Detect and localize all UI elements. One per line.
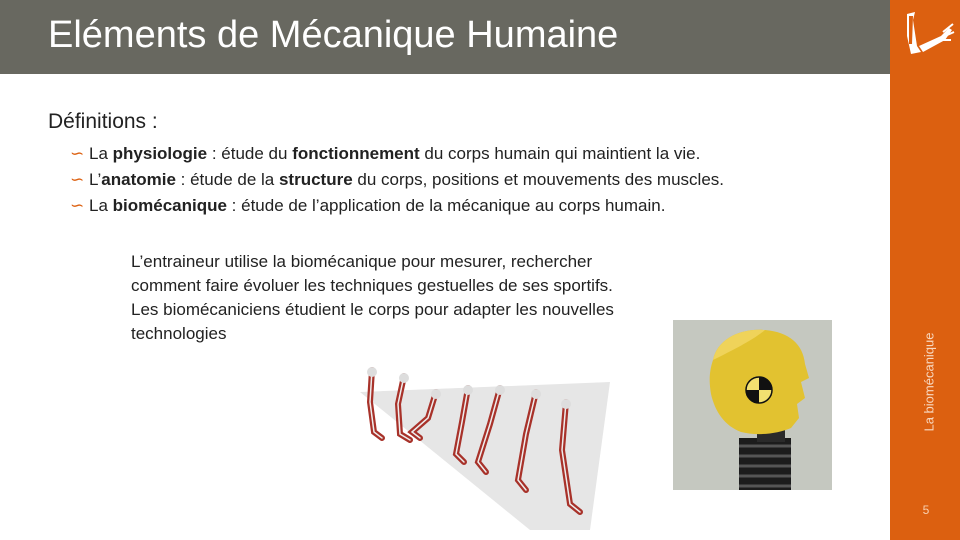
definition-list (70, 141, 724, 219)
bullet-term: biomécanique (112, 196, 227, 215)
bullet-icon: ∽ (70, 196, 85, 215)
section-heading: Définitions : (48, 110, 158, 133)
slide-number: 5 (922, 503, 930, 517)
body-text (131, 250, 631, 346)
list-item (70, 193, 724, 219)
walking-legs-image (340, 362, 620, 530)
bullet-term: physiologie (112, 144, 208, 163)
bullet-icon: ∽ (70, 144, 85, 163)
side-panel (890, 0, 960, 540)
bullet-text: : étude de l’application de la mécanique au corps humain. (226, 196, 666, 215)
page-title: Eléments de Mécanique Humaine (48, 14, 619, 56)
bullet-text: du corps humain qui maintient la vie. (419, 144, 701, 163)
bullet-icon: ∽ (70, 170, 85, 189)
list-item (70, 141, 724, 167)
bullet-emphasis: fonctionnement (292, 144, 420, 163)
bullet-text: : étude de la (175, 170, 279, 189)
paragraph-coach: L’entraineur utilise la biomécanique pour mesurer, rechercher comment faire évoluer les techniques gestuelles de ses sportifs. (131, 252, 613, 295)
bullet-text: L’ (89, 170, 102, 189)
bullet-text: : étude du (207, 144, 293, 163)
crash-test-dummy-image (673, 320, 832, 490)
bullet-term: anatomie (101, 170, 176, 189)
bullet-text: du corps, positions et mouvements des muscles. (352, 170, 724, 189)
list-item (70, 167, 724, 193)
bullet-emphasis: structure (278, 170, 353, 189)
arm-skeleton-icon (897, 6, 955, 62)
bullet-text: La (89, 144, 113, 163)
bullet-text: La (89, 196, 113, 215)
side-label: La biomécanique (921, 332, 937, 432)
paragraph-biomechanics: Les biomécaniciens étudient le corps pour adapter les nouvelles technologies (131, 300, 614, 343)
title-bar (0, 0, 890, 74)
